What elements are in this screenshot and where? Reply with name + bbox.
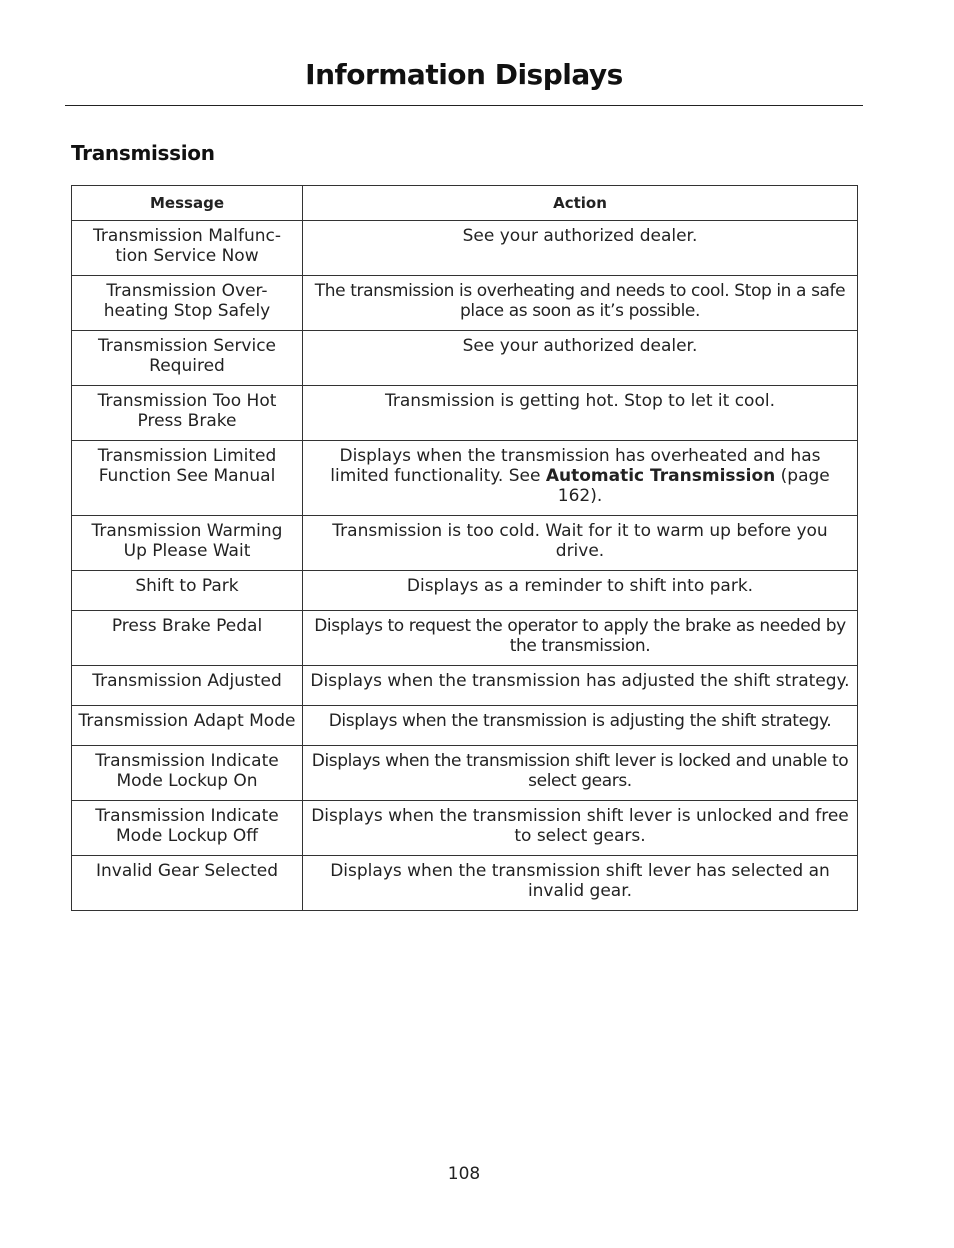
action-cell: Displays when the transmission shift lever has selected an invalid gear.: [303, 856, 858, 911]
cross-reference-link[interactable]: Automatic Transmission: [545, 466, 776, 486]
message-cell: Shift to Park: [72, 571, 303, 611]
table-header-row: [72, 186, 858, 221]
table-row: [72, 221, 858, 276]
section-heading: Transmission: [71, 141, 215, 165]
action-cell: Transmission is getting hot. Stop to let it cool.: [303, 386, 858, 441]
page-title: Information Displays: [305, 58, 623, 91]
table-row: [72, 611, 858, 666]
message-cell: Transmission Limited Function See Manual: [72, 441, 303, 516]
message-cell: Transmission Indicate Mode Lockup On: [72, 746, 303, 801]
action-cell: [303, 441, 858, 516]
message-cell: Transmission Too Hot Press Brake: [72, 386, 303, 441]
message-cell: Transmission Service Required: [72, 331, 303, 386]
action-cell: Displays when the transmission is adjusting the shift strategy.: [303, 706, 858, 746]
table-row: [72, 856, 858, 911]
message-cell: Invalid Gear Selected: [72, 856, 303, 911]
table-row: [72, 441, 858, 516]
message-cell: Transmission Malfunc-tion Service Now: [72, 221, 303, 276]
action-cell: Displays when the transmission has adjusted the shift strategy.: [303, 666, 858, 706]
page-number: 108: [447, 1164, 481, 1184]
table-row: [72, 386, 858, 441]
action-cell: Transmission is too cold. Wait for it to warm up before you drive.: [303, 516, 858, 571]
title-divider: [65, 105, 863, 106]
table-row: [72, 801, 858, 856]
message-cell: Transmission Warming Up Please Wait: [72, 516, 303, 571]
message-cell: Press Brake Pedal: [72, 611, 303, 666]
action-cell: Displays to request the operator to apply the brake as needed by the transmission.: [303, 611, 858, 666]
action-cell: The transmission is overheating and needs to cool. Stop in a safe place as soon as it’s possible.: [303, 276, 858, 331]
table-row: [72, 666, 858, 706]
table-row: [72, 746, 858, 801]
message-cell: Transmission Indicate Mode Lockup Off: [72, 801, 303, 856]
action-cell: Displays when the transmission shift lever is locked and unable to select gears.: [303, 746, 858, 801]
message-cell: Transmission Adjusted: [72, 666, 303, 706]
column-header-action: Action: [303, 186, 858, 221]
table-row: [72, 516, 858, 571]
action-cell: Displays as a reminder to shift into park.: [303, 571, 858, 611]
message-cell: Transmission Adapt Mode: [72, 706, 303, 746]
table-row: [72, 706, 858, 746]
transmission-messages-table: [71, 185, 858, 911]
action-cell: Displays when the transmission shift lever is unlocked and free to select gears.: [303, 801, 858, 856]
table-row: [72, 331, 858, 386]
message-cell: Transmission Over-heating Stop Safely: [72, 276, 303, 331]
table-row: [72, 276, 858, 331]
action-cell: See your authorized dealer.: [303, 331, 858, 386]
table-row: [72, 571, 858, 611]
column-header-message: Message: [72, 186, 303, 221]
action-text: Displays when the transmission has overheated and has limited functionality. See: [330, 446, 821, 486]
page-reference: (page 162).: [557, 466, 830, 506]
action-cell: See your authorized dealer.: [303, 221, 858, 276]
